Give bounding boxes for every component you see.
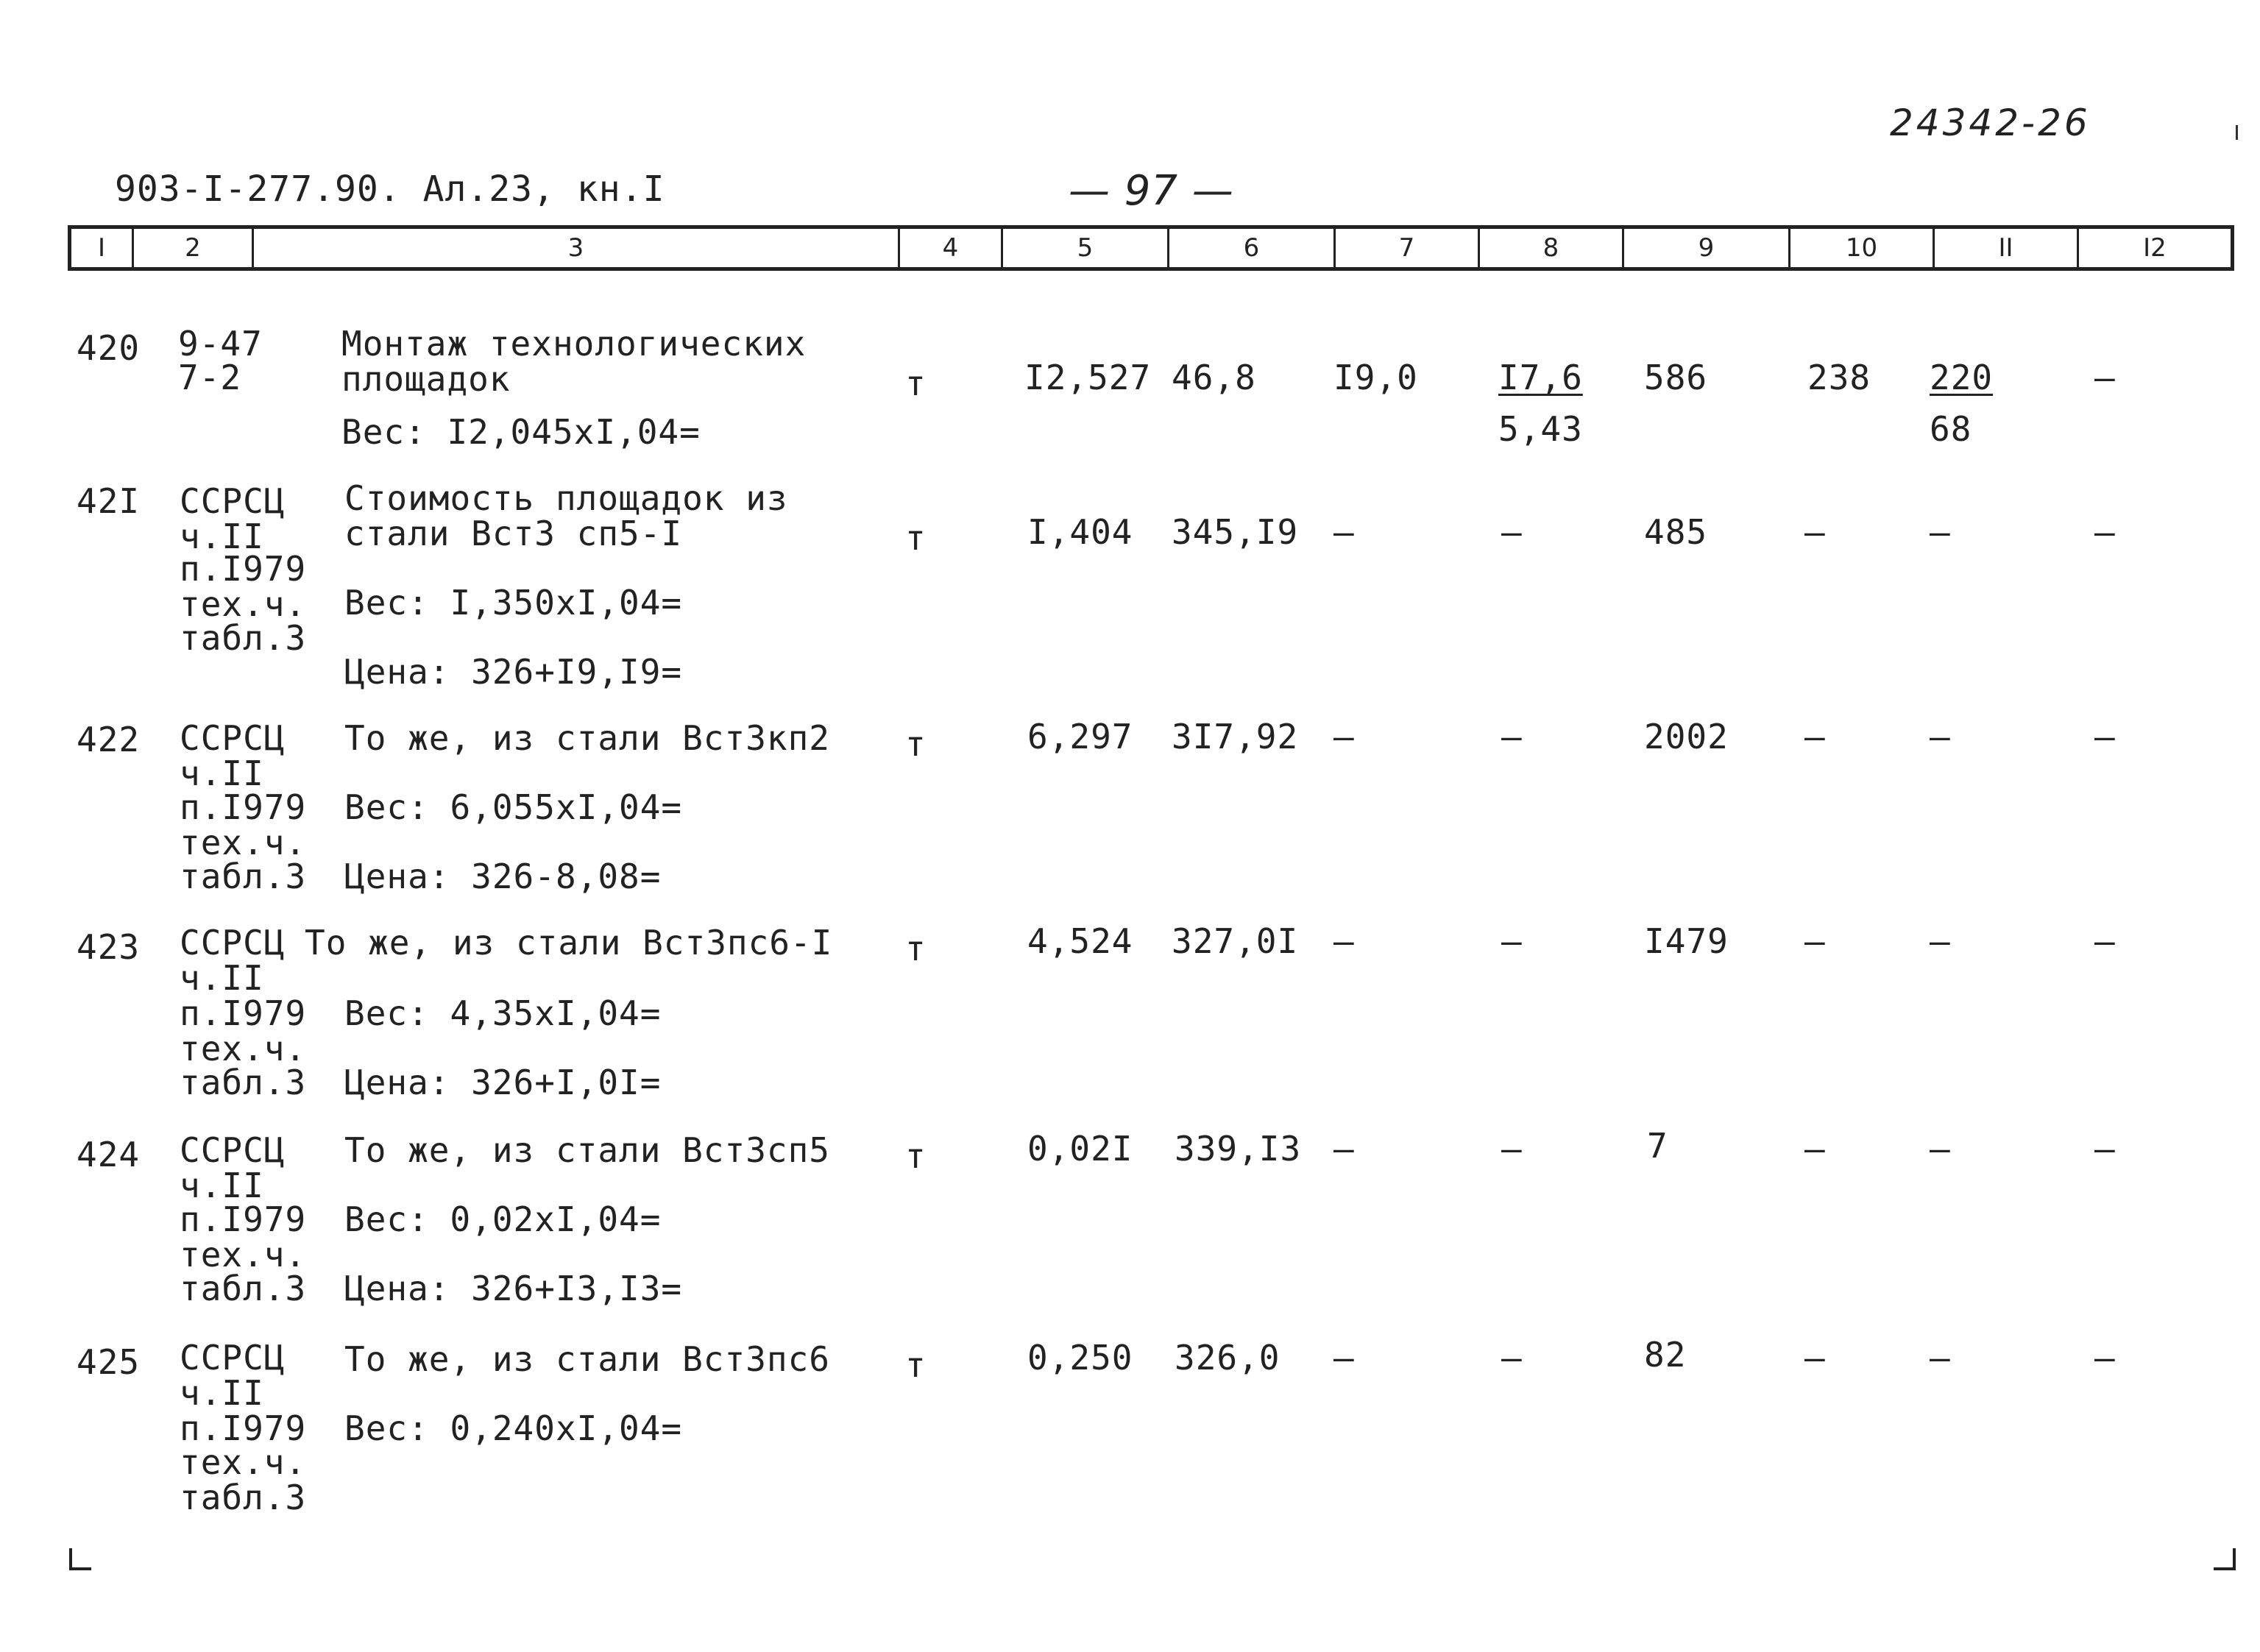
col-11-value: 220 bbox=[1930, 358, 1994, 397]
col-8-value: – bbox=[1501, 717, 1523, 756]
norm-reference: ч.II bbox=[180, 754, 264, 793]
norm-reference: ч.II bbox=[180, 1373, 264, 1413]
unit: т bbox=[905, 1136, 927, 1176]
unit-cost: 46,8 bbox=[1172, 358, 1256, 397]
col-7-value: – bbox=[1333, 921, 1355, 961]
unit: т bbox=[905, 724, 927, 764]
col-7-value: – bbox=[1333, 717, 1355, 756]
col-11-value: – bbox=[1930, 717, 1951, 756]
norm-reference: ч.II bbox=[180, 1166, 264, 1205]
total-cost: I479 bbox=[1644, 921, 1729, 961]
col-7-value: – bbox=[1333, 512, 1355, 552]
document-code: 903-I-277.90. Ал.23, кн.I bbox=[115, 169, 665, 210]
col-8-value: – bbox=[1501, 512, 1523, 552]
quantity: 4,524 bbox=[1027, 921, 1133, 961]
total-cost: 7 bbox=[1647, 1126, 1668, 1166]
col-12-value: – bbox=[2094, 717, 2116, 756]
col-10-value: – bbox=[1804, 1338, 1826, 1378]
column-header: 4 bbox=[900, 229, 1003, 267]
norm-reference: ССРСЦ bbox=[180, 1130, 286, 1170]
calculation-note: Вес: I,350хI,04= bbox=[344, 583, 683, 623]
norm-reference: табл.3 bbox=[180, 618, 307, 658]
norm-reference: ССРСЦ bbox=[180, 718, 286, 758]
norm-reference: ССРСЦ bbox=[180, 923, 286, 963]
norm-reference: тех.ч. bbox=[180, 823, 307, 862]
quantity: 0,02I bbox=[1027, 1129, 1133, 1169]
column-header: 2 bbox=[134, 229, 254, 267]
work-description: площадок bbox=[341, 359, 511, 399]
norm-reference: ч.II bbox=[180, 517, 264, 556]
col-11-value: – bbox=[1930, 512, 1951, 552]
work-description: То же, из стали ВстЗкп2 bbox=[344, 718, 830, 758]
work-description: стали ВстЗ сп5-I bbox=[344, 514, 683, 553]
norm-reference: табл.3 bbox=[180, 1063, 307, 1102]
unit: т bbox=[905, 929, 927, 968]
page-number: — 97 — bbox=[1069, 167, 1234, 215]
norm-reference: п.I979 bbox=[180, 549, 307, 589]
total-cost: 82 bbox=[1644, 1335, 1687, 1375]
work-description: Монтаж технологических bbox=[341, 324, 807, 364]
norm-reference: п.I979 bbox=[180, 1199, 307, 1239]
col-11-value-2: 68 bbox=[1930, 409, 1972, 449]
quantity: 0,250 bbox=[1027, 1338, 1133, 1378]
column-header: 10 bbox=[1790, 229, 1935, 267]
unit-cost: 3I7,92 bbox=[1172, 717, 1299, 756]
norm-reference: табл.3 bbox=[180, 857, 307, 896]
unit-cost: 345,I9 bbox=[1172, 512, 1299, 552]
col-10-value: – bbox=[1804, 717, 1826, 756]
unit-cost: 327,0I bbox=[1172, 921, 1299, 961]
column-header: I2 bbox=[2143, 233, 2167, 263]
column-header: I bbox=[71, 229, 134, 267]
work-description: То же, из стали ВстЗпс6 bbox=[344, 1339, 830, 1379]
norm-reference: п.I979 bbox=[180, 787, 307, 827]
calculation-note: Вес: 4,35хI,04= bbox=[344, 993, 662, 1033]
row-number: 423 bbox=[77, 927, 141, 967]
col-11-value: – bbox=[1930, 921, 1951, 961]
col-10-value: – bbox=[1804, 512, 1826, 552]
calculation-note: Цена: 326-8,08= bbox=[344, 857, 662, 896]
frame-corner-bottom-left bbox=[69, 1548, 91, 1570]
row-number: 424 bbox=[77, 1135, 141, 1174]
total-cost: 2002 bbox=[1644, 717, 1729, 756]
calculation-note: Цена: 326+I9,I9= bbox=[344, 652, 683, 692]
quantity: I2,527 bbox=[1024, 358, 1152, 397]
norm-reference: табл.3 bbox=[180, 1269, 307, 1308]
col-8-value: I7,6 bbox=[1498, 358, 1583, 397]
unit: т bbox=[905, 364, 927, 403]
norm-reference: тех.ч. bbox=[180, 1029, 307, 1068]
col-12-value: – bbox=[2094, 358, 2116, 397]
row-number: 422 bbox=[77, 720, 141, 759]
col-11-value: – bbox=[1930, 1129, 1951, 1169]
calculation-note: Цена: 326+I,0I= bbox=[344, 1063, 662, 1102]
col-12-value: – bbox=[2094, 512, 2116, 552]
row-number: 420 bbox=[77, 328, 141, 368]
column-header: 6 bbox=[1169, 229, 1336, 267]
total-cost: 586 bbox=[1644, 358, 1708, 397]
row-number: 425 bbox=[77, 1342, 141, 1382]
work-description: То же, из стали ВстЗпс6-I bbox=[305, 923, 833, 963]
col-10-value: 238 bbox=[1807, 358, 1871, 397]
norm-reference: тех.ч. bbox=[180, 1442, 307, 1482]
norm-reference: ССРСЦ bbox=[180, 1338, 286, 1378]
col-8-value: – bbox=[1501, 1338, 1523, 1378]
frame-corner-bottom-right bbox=[2214, 1548, 2236, 1570]
norm-reference: 9-47 bbox=[178, 324, 263, 364]
norm-reference: ч.II bbox=[180, 958, 264, 998]
quantity: I,404 bbox=[1027, 512, 1133, 552]
column-header: 9 bbox=[1624, 229, 1790, 267]
unit: т bbox=[905, 518, 927, 558]
column-header: 8 bbox=[1480, 229, 1624, 267]
calculation-note: Вес: 0,02хI,04= bbox=[344, 1199, 662, 1239]
work-description: То же, из стали ВстЗсп5 bbox=[344, 1130, 830, 1170]
unit-cost: 339,I3 bbox=[1175, 1129, 1302, 1169]
stamp: 24342-26 bbox=[1890, 102, 2091, 144]
column-header: 7 bbox=[1336, 229, 1480, 267]
norm-reference: тех.ч. bbox=[180, 584, 307, 624]
total-cost: 485 bbox=[1644, 512, 1708, 552]
norm-reference: ССРСЦ bbox=[180, 481, 286, 521]
norm-reference: п.I979 bbox=[180, 993, 307, 1033]
norm-reference: п.I979 bbox=[180, 1408, 307, 1448]
col-8-value-2: 5,43 bbox=[1498, 409, 1583, 449]
unit-cost: 326,0 bbox=[1175, 1338, 1280, 1378]
norm-reference: тех.ч. bbox=[180, 1235, 307, 1275]
corner-tick bbox=[2236, 125, 2238, 140]
column-header: 3 bbox=[254, 229, 900, 267]
calculation-note: Вес: I2,045хI,04= bbox=[341, 412, 701, 452]
norm-reference: 7-2 bbox=[178, 358, 242, 397]
norm-reference: табл.3 bbox=[180, 1478, 307, 1517]
col-7-value: – bbox=[1333, 1129, 1355, 1169]
col-7-value: I9,0 bbox=[1333, 358, 1418, 397]
column-header-row bbox=[68, 225, 2234, 271]
col-12-value: – bbox=[2094, 921, 2116, 961]
col-10-value: – bbox=[1804, 921, 1826, 961]
column-header: II bbox=[1935, 229, 2079, 267]
work-description: Стоимость площадок из bbox=[344, 478, 788, 518]
col-10-value: – bbox=[1804, 1129, 1826, 1169]
calculation-note: Вес: 0,240хI,04= bbox=[344, 1408, 683, 1448]
col-11-value: – bbox=[1930, 1338, 1951, 1378]
col-7-value: – bbox=[1333, 1338, 1355, 1378]
col-12-value: – bbox=[2094, 1338, 2116, 1378]
unit: т bbox=[905, 1345, 927, 1385]
quantity: 6,297 bbox=[1027, 717, 1133, 756]
calculation-note: Вес: 6,055хI,04= bbox=[344, 787, 683, 827]
col-8-value: – bbox=[1501, 921, 1523, 961]
column-header: 5 bbox=[1003, 229, 1169, 267]
row-number: 42I bbox=[77, 481, 141, 521]
col-8-value: – bbox=[1501, 1129, 1523, 1169]
col-12-value: – bbox=[2094, 1129, 2116, 1169]
calculation-note: Цена: 326+I3,I3= bbox=[344, 1269, 683, 1308]
